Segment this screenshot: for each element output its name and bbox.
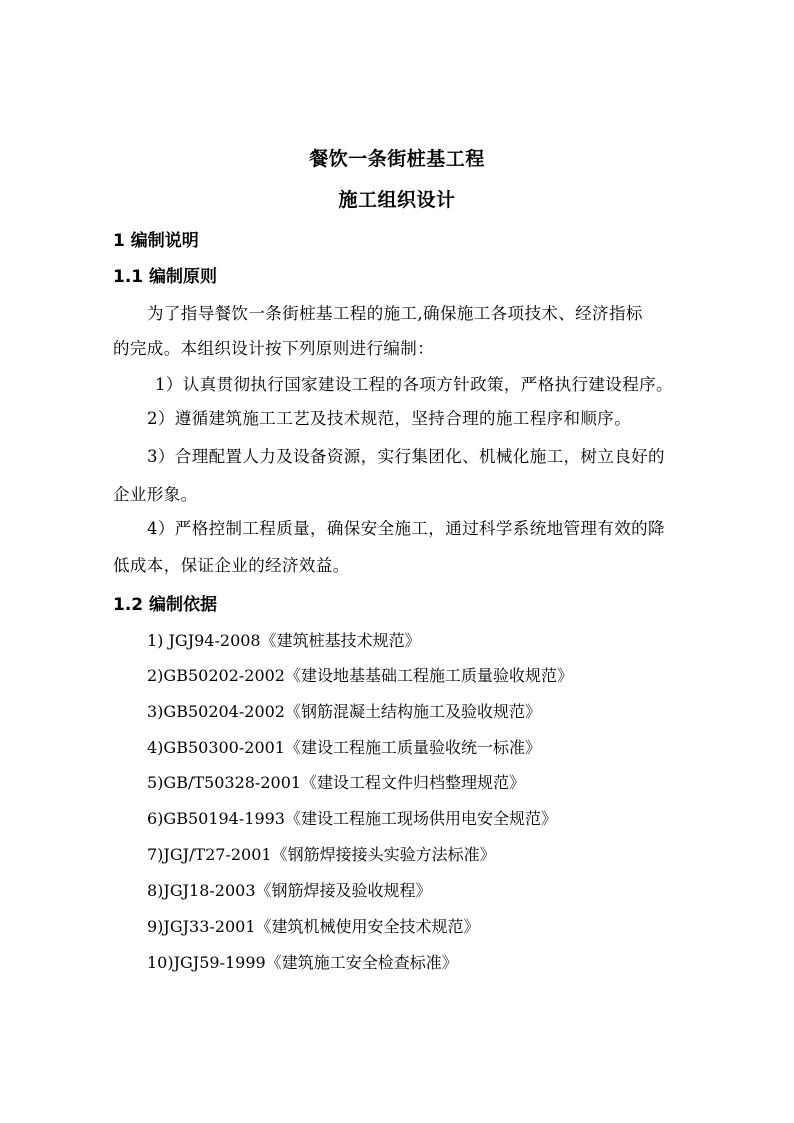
document-subtitle: 施工组织设计 (338, 189, 456, 211)
reference-item: 2)GB50202-2002《建设地基基础工程施工质量验收规范》 (147, 666, 573, 685)
principle-1: 1）认真贯彻执行国家建设工程的各项方针政策，严格执行建设程序。 (155, 375, 673, 394)
reference-item: 7)JGJ/T27-2001《钢筋焊接接头实验方法标准》 (147, 845, 496, 864)
principle-3-line-1: 3）合理配置人力及设备资源，实行集团化、机械化施工，树立良好的 (147, 447, 665, 466)
reference-item: 10)JGJ59-1999《建筑施工安全检查标准》 (147, 953, 458, 972)
intro-paragraph-line-1: 为了指导餐饮一条街桩基工程的施工,确保施工各项技术、经济指标 (147, 304, 643, 323)
intro-paragraph-line-2: 的完成。本组织设计按下列原则进行编制： (113, 339, 435, 358)
section-heading-1: 1 编制说明 (113, 231, 199, 251)
section-heading-1-2: 1.2 编制依据 (113, 595, 218, 615)
reference-item: 5)GB/T50328-2001《建设工程文件归档整理规范》 (147, 773, 526, 792)
reference-item: 6)GB50194-1993《建设工程施工现场供用电安全规范》 (147, 809, 557, 828)
reference-item: 3)GB50204-2002《钢筋混凝土结构施工及验收规范》 (147, 702, 541, 721)
principle-2: 2）遵循建筑施工工艺及技术规范，坚持合理的施工程序和顺序。 (147, 409, 632, 428)
reference-item: 8)JGJ18-2003《钢筋焊接及验收规程》 (147, 881, 432, 900)
document-title: 餐饮一条街桩基工程 (309, 148, 485, 170)
principle-4-line-2: 低成本，保证企业的经济效益。 (113, 556, 350, 575)
reference-item: 4)GB50300-2001《建设工程施工质量验收统一标准》 (147, 738, 541, 757)
principle-4-line-1: 4）严格控制工程质量，确保安全施工，通过科学系统地管理有效的降 (147, 519, 665, 538)
reference-item: 9)JGJ33-2001《建筑机械使用安全技术规范》 (147, 917, 480, 936)
reference-item: 1) JGJ94-2008《建筑桩基技术规范》 (147, 631, 421, 650)
section-heading-1-1: 1.1 编制原则 (113, 267, 218, 287)
principle-3-line-2: 企业形象。 (113, 485, 198, 504)
